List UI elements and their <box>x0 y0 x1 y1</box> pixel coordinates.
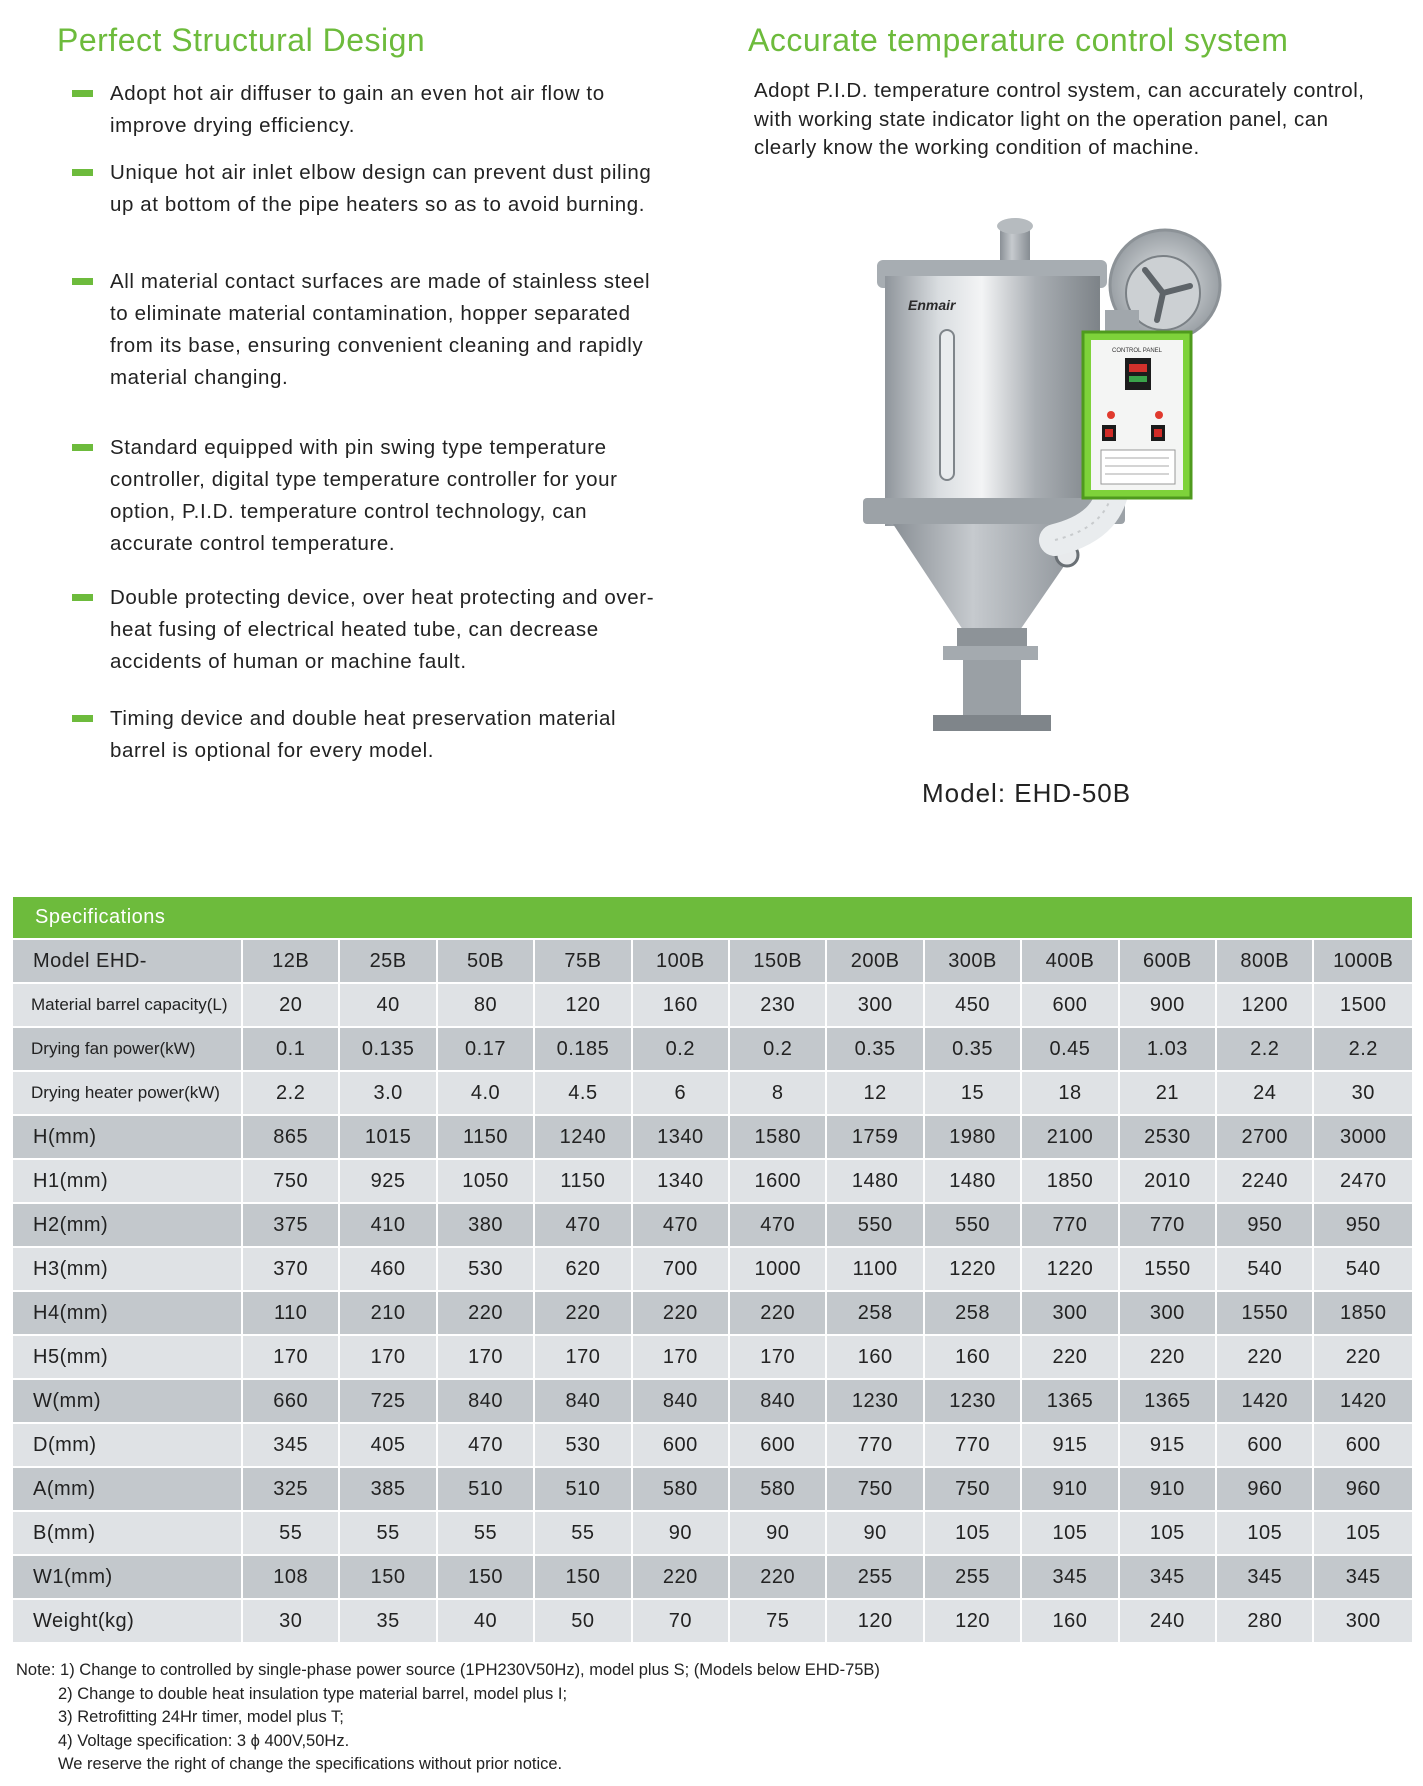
table-cell: 0.1 <box>243 1028 340 1072</box>
table-cell: 450 <box>925 984 1022 1028</box>
table-cell: 170 <box>633 1336 730 1380</box>
table-header-row <box>13 940 1412 984</box>
table-cell: 20 <box>243 984 340 1028</box>
table-cell: 1.03 <box>1120 1028 1217 1072</box>
table-cell: 370 <box>243 1248 340 1292</box>
table-cell: 0.2 <box>633 1028 730 1072</box>
table-cell: 220 <box>730 1556 827 1600</box>
table-cell: 2470 <box>1314 1160 1412 1204</box>
table-cell: 2530 <box>1120 1116 1217 1160</box>
table-cell: 1420 <box>1217 1380 1314 1424</box>
table-row <box>13 984 1412 1028</box>
table-cell: 150 <box>535 1556 632 1600</box>
table-row <box>13 1072 1412 1116</box>
model-column-header: 50B <box>438 940 535 984</box>
table-cell: 0.185 <box>535 1028 632 1072</box>
feature-text: Unique hot air inlet elbow design can prevent dust piling up at bottom of the pipe heaters so as to avoid burning. <box>110 161 652 216</box>
table-cell: 75 <box>730 1600 827 1644</box>
table-cell: 0.35 <box>925 1028 1022 1072</box>
table-cell: 55 <box>438 1512 535 1556</box>
table-cell: 1500 <box>1314 984 1412 1028</box>
table-cell: 1220 <box>925 1248 1022 1292</box>
table-cell: 120 <box>925 1600 1022 1644</box>
table-row <box>13 1380 1412 1424</box>
table-cell: 1230 <box>827 1380 924 1424</box>
table-cell: 150 <box>438 1556 535 1600</box>
table-cell: 600 <box>633 1424 730 1468</box>
table-cell: 0.2 <box>730 1028 827 1072</box>
table-cell: 660 <box>243 1380 340 1424</box>
table-cell: 55 <box>340 1512 437 1556</box>
table-cell: 460 <box>340 1248 437 1292</box>
table-cell: 840 <box>438 1380 535 1424</box>
table-cell: 750 <box>925 1468 1022 1512</box>
table-cell: 108 <box>243 1556 340 1600</box>
table-cell: 160 <box>925 1336 1022 1380</box>
table-row <box>13 1468 1412 1512</box>
note-line: Note: 1) Change to controlled by single-phase power source (1PH230V50Hz), model plus S; (Models below EHD-75B) <box>16 1661 880 1679</box>
table-cell: 3.0 <box>340 1072 437 1116</box>
table-row <box>13 1204 1412 1248</box>
table-cell: 160 <box>1022 1600 1119 1644</box>
table-cell: 150 <box>340 1556 437 1600</box>
table-row <box>13 1248 1412 1292</box>
table-cell: 170 <box>535 1336 632 1380</box>
table-cell: 2.2 <box>243 1072 340 1116</box>
table-row <box>13 1600 1412 1644</box>
note-line: 4) Voltage specification: 3 ϕ 400V,50Hz. <box>58 1731 350 1750</box>
table-cell: 170 <box>340 1336 437 1380</box>
table-row <box>13 1336 1412 1380</box>
green-bullet-icon <box>72 169 93 176</box>
table-cell: 220 <box>1022 1336 1119 1380</box>
model-column-header: 150B <box>730 940 827 984</box>
table-cell: 210 <box>340 1292 437 1336</box>
model-column-header: 12B <box>243 940 340 984</box>
table-cell: 600 <box>1314 1424 1412 1468</box>
table-cell: 950 <box>1314 1204 1412 1248</box>
table-cell: 230 <box>730 984 827 1028</box>
table-cell: 620 <box>535 1248 632 1292</box>
table-cell: 1200 <box>1217 984 1314 1028</box>
model-column-header: 25B <box>340 940 437 984</box>
table-cell: 530 <box>438 1248 535 1292</box>
table-cell: 300 <box>1314 1600 1412 1644</box>
table-cell: 300 <box>827 984 924 1028</box>
temperature-control-description: Adopt P.I.D. temperature control system, can accurately control, with working state indicator light on the operation panel, can clearly know the working condition of machine. <box>754 79 1365 159</box>
table-cell: 1365 <box>1120 1380 1217 1424</box>
table-cell: 8 <box>730 1072 827 1116</box>
table-row <box>13 1512 1412 1556</box>
table-cell: 220 <box>633 1292 730 1336</box>
table-cell: 105 <box>1217 1512 1314 1556</box>
table-cell: 345 <box>1217 1556 1314 1600</box>
table-cell: 960 <box>1314 1468 1412 1512</box>
table-cell: 220 <box>633 1556 730 1600</box>
brand-logo: Enmair <box>908 297 956 313</box>
row-label: H(mm) <box>13 1116 243 1160</box>
table-cell: 750 <box>827 1468 924 1512</box>
table-cell: 220 <box>535 1292 632 1336</box>
feature-text: All material contact surfaces are made of stainless steel to eliminate material contamination, hopper separated from its base, ensuring convenient cleaning and rapidly material changing. <box>110 270 651 389</box>
table-cell: 910 <box>1120 1468 1217 1512</box>
table-cell: 1000 <box>730 1248 827 1292</box>
section-title-temperature-control: Accurate temperature control system <box>748 22 1289 58</box>
table-cell: 375 <box>243 1204 340 1248</box>
table-cell: 12 <box>827 1072 924 1116</box>
table-cell: 1365 <box>1022 1380 1119 1424</box>
row-label: B(mm) <box>13 1512 243 1556</box>
table-cell: 840 <box>535 1380 632 1424</box>
table-cell: 950 <box>1217 1204 1314 1248</box>
table-cell: 405 <box>340 1424 437 1468</box>
table-cell: 600 <box>1217 1424 1314 1468</box>
table-row <box>13 1028 1412 1072</box>
table-row <box>13 1292 1412 1336</box>
table-cell: 1050 <box>438 1160 535 1204</box>
row-label: H5(mm) <box>13 1336 243 1380</box>
table-cell: 345 <box>1120 1556 1217 1600</box>
table-cell: 220 <box>1120 1336 1217 1380</box>
table-cell: 770 <box>925 1424 1022 1468</box>
model-header-label: Model EHD- <box>13 940 243 984</box>
row-label: Drying fan power(kW) <box>13 1028 243 1072</box>
model-column-header: 200B <box>827 940 924 984</box>
table-cell: 345 <box>243 1424 340 1468</box>
table-cell: 55 <box>243 1512 340 1556</box>
table-cell: 1420 <box>1314 1380 1412 1424</box>
table-cell: 770 <box>1022 1204 1119 1248</box>
row-label: Drying heater power(kW) <box>13 1072 243 1116</box>
table-cell: 80 <box>438 984 535 1028</box>
note-line: We reserve the right of change the specifications without prior notice. <box>58 1755 563 1773</box>
table-cell: 170 <box>243 1336 340 1380</box>
feature-text: Standard equipped with pin swing type temperature controller, digital type temperature controller for your option, P.I.D. temperature control technology, can accurate control temperature. <box>110 436 618 555</box>
model-caption: Model: EHD-50B <box>922 778 1132 808</box>
table-cell: 510 <box>438 1468 535 1512</box>
table-cell: 1980 <box>925 1116 1022 1160</box>
table-cell: 1600 <box>730 1160 827 1204</box>
row-label: Material barrel capacity(L) <box>13 984 243 1028</box>
row-label: Weight(kg) <box>13 1600 243 1644</box>
model-column-header: 300B <box>925 940 1022 984</box>
row-label: H3(mm) <box>13 1248 243 1292</box>
table-cell: 925 <box>340 1160 437 1204</box>
table-cell: 0.135 <box>340 1028 437 1072</box>
table-cell: 6 <box>633 1072 730 1116</box>
table-cell: 580 <box>633 1468 730 1512</box>
table-cell: 325 <box>243 1468 340 1512</box>
table-cell: 105 <box>1022 1512 1119 1556</box>
table-cell: 1150 <box>438 1116 535 1160</box>
table-cell: 30 <box>1314 1072 1412 1116</box>
green-bullet-icon <box>72 594 93 601</box>
table-cell: 255 <box>827 1556 924 1600</box>
table-row <box>13 1424 1412 1468</box>
table-row <box>13 1160 1412 1204</box>
table-cell: 0.35 <box>827 1028 924 1072</box>
model-column-header: 75B <box>535 940 632 984</box>
table-cell: 50 <box>535 1600 632 1644</box>
note-line: 3) Retrofitting 24Hr timer, model plus T; <box>58 1708 344 1726</box>
table-cell: 258 <box>827 1292 924 1336</box>
table-cell: 240 <box>1120 1600 1217 1644</box>
table-cell: 470 <box>438 1424 535 1468</box>
table-cell: 120 <box>535 984 632 1028</box>
table-cell: 600 <box>1022 984 1119 1028</box>
table-cell: 160 <box>633 984 730 1028</box>
table-cell: 255 <box>925 1556 1022 1600</box>
table-cell: 0.45 <box>1022 1028 1119 1072</box>
table-cell: 35 <box>340 1600 437 1644</box>
table-cell: 1230 <box>925 1380 1022 1424</box>
table-cell: 300 <box>1022 1292 1119 1336</box>
section-title-structural-design: Perfect Structural Design <box>57 22 426 58</box>
notes <box>16 1659 880 1777</box>
table-cell: 0.17 <box>438 1028 535 1072</box>
row-label: D(mm) <box>13 1424 243 1468</box>
model-column-header: 800B <box>1217 940 1314 984</box>
table-cell: 770 <box>827 1424 924 1468</box>
table-cell: 1220 <box>1022 1248 1119 1292</box>
table-cell: 90 <box>633 1512 730 1556</box>
green-bullet-icon <box>72 278 93 285</box>
table-cell: 105 <box>1314 1512 1412 1556</box>
model-column-header: 1000B <box>1314 940 1412 984</box>
hopper-dryer-machine-image <box>845 210 1265 750</box>
table-cell: 550 <box>827 1204 924 1248</box>
table-cell: 530 <box>535 1424 632 1468</box>
table-cell: 580 <box>730 1468 827 1512</box>
row-label: W(mm) <box>13 1380 243 1424</box>
table-cell: 3000 <box>1314 1116 1412 1160</box>
table-cell: 40 <box>438 1600 535 1644</box>
table-cell: 470 <box>633 1204 730 1248</box>
table-row <box>13 1556 1412 1600</box>
table-cell: 160 <box>827 1336 924 1380</box>
table-cell: 105 <box>1120 1512 1217 1556</box>
table-cell: 1580 <box>730 1116 827 1160</box>
green-bullet-icon <box>72 444 93 451</box>
table-cell: 1550 <box>1120 1248 1217 1292</box>
table-cell: 110 <box>243 1292 340 1336</box>
row-label: W1(mm) <box>13 1556 243 1600</box>
table-cell: 2700 <box>1217 1116 1314 1160</box>
table-cell: 540 <box>1314 1248 1412 1292</box>
table-cell: 40 <box>340 984 437 1028</box>
row-label: H4(mm) <box>13 1292 243 1336</box>
table-cell: 865 <box>243 1116 340 1160</box>
control-panel-label: CONTROL PANEL <box>1111 348 1163 354</box>
row-label: H1(mm) <box>13 1160 243 1204</box>
table-cell: 1480 <box>827 1160 924 1204</box>
table-cell: 345 <box>1314 1556 1412 1600</box>
table-cell: 220 <box>438 1292 535 1336</box>
table-cell: 510 <box>535 1468 632 1512</box>
specifications-header-bar <box>13 897 1412 938</box>
table-cell: 840 <box>633 1380 730 1424</box>
feature-text: Double protecting device, over heat protecting and over-heat fusing of electrical heated tube, can decrease accidents of human or machine fault. <box>110 586 655 673</box>
table-cell: 470 <box>730 1204 827 1248</box>
table-cell: 220 <box>730 1292 827 1336</box>
table-cell: 170 <box>730 1336 827 1380</box>
table-cell: 345 <box>1022 1556 1119 1600</box>
table-cell: 1015 <box>340 1116 437 1160</box>
table-cell: 2.2 <box>1314 1028 1412 1072</box>
table-cell: 410 <box>340 1204 437 1248</box>
table-row <box>13 1116 1412 1160</box>
table-cell: 1850 <box>1314 1292 1412 1336</box>
table-cell: 1850 <box>1022 1160 1119 1204</box>
table-cell: 385 <box>340 1468 437 1512</box>
feature-text: Timing device and double heat preservation material barrel is optional for every model. <box>110 707 617 762</box>
table-cell: 960 <box>1217 1468 1314 1512</box>
table-cell: 540 <box>1217 1248 1314 1292</box>
specifications-table <box>13 940 1412 1644</box>
row-label: H2(mm) <box>13 1204 243 1248</box>
table-cell: 120 <box>827 1600 924 1644</box>
note-line: 2) Change to double heat insulation type material barrel, model plus I; <box>58 1684 568 1703</box>
table-cell: 30 <box>243 1600 340 1644</box>
table-cell: 1240 <box>535 1116 632 1160</box>
table-cell: 55 <box>535 1512 632 1556</box>
table-cell: 380 <box>438 1204 535 1248</box>
table-cell: 4.0 <box>438 1072 535 1116</box>
table-cell: 550 <box>925 1204 1022 1248</box>
table-cell: 18 <box>1022 1072 1119 1116</box>
table-cell: 1550 <box>1217 1292 1314 1336</box>
table-cell: 21 <box>1120 1072 1217 1116</box>
table-cell: 915 <box>1120 1424 1217 1468</box>
table-cell: 2100 <box>1022 1116 1119 1160</box>
model-column-header: 600B <box>1120 940 1217 984</box>
table-cell: 90 <box>730 1512 827 1556</box>
table-cell: 840 <box>730 1380 827 1424</box>
model-column-header: 100B <box>633 940 730 984</box>
table-cell: 70 <box>633 1600 730 1644</box>
table-cell: 1150 <box>535 1160 632 1204</box>
table-cell: 2010 <box>1120 1160 1217 1204</box>
table-cell: 910 <box>1022 1468 1119 1512</box>
table-cell: 915 <box>1022 1424 1119 1468</box>
table-cell: 170 <box>438 1336 535 1380</box>
table-cell: 4.5 <box>535 1072 632 1116</box>
table-cell: 900 <box>1120 984 1217 1028</box>
table-cell: 725 <box>340 1380 437 1424</box>
table-cell: 90 <box>827 1512 924 1556</box>
table-cell: 105 <box>925 1512 1022 1556</box>
green-bullet-icon <box>72 90 93 97</box>
table-cell: 770 <box>1120 1204 1217 1248</box>
table-cell: 280 <box>1217 1600 1314 1644</box>
model-column-header: 400B <box>1022 940 1119 984</box>
table-cell: 2240 <box>1217 1160 1314 1204</box>
table-cell: 1480 <box>925 1160 1022 1204</box>
table-cell: 600 <box>730 1424 827 1468</box>
table-cell: 470 <box>535 1204 632 1248</box>
table-cell: 220 <box>1314 1336 1412 1380</box>
table-cell: 750 <box>243 1160 340 1204</box>
table-cell: 15 <box>925 1072 1022 1116</box>
table-cell: 2.2 <box>1217 1028 1314 1072</box>
table-cell: 220 <box>1217 1336 1314 1380</box>
table-cell: 1759 <box>827 1116 924 1160</box>
green-bullet-icon <box>72 715 93 722</box>
table-cell: 1340 <box>633 1116 730 1160</box>
table-cell: 1100 <box>827 1248 924 1292</box>
row-label: A(mm) <box>13 1468 243 1512</box>
table-cell: 700 <box>633 1248 730 1292</box>
table-cell: 24 <box>1217 1072 1314 1116</box>
table-cell: 1340 <box>633 1160 730 1204</box>
table-cell: 300 <box>1120 1292 1217 1336</box>
feature-text: Adopt hot air diffuser to gain an even hot air flow to improve drying efficiency. <box>110 82 605 137</box>
table-cell: 258 <box>925 1292 1022 1336</box>
specifications-title: Specifications <box>35 906 166 928</box>
